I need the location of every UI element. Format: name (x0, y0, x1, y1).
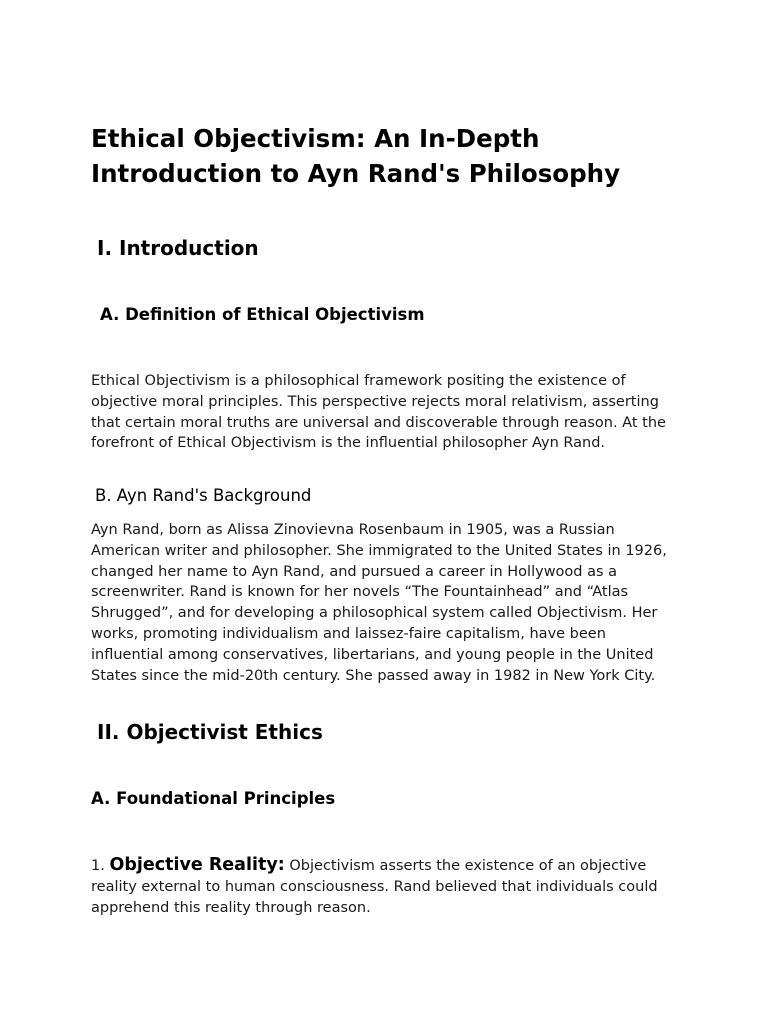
subsection-heading-definition: A. Definition of Ethical Objectivism (100, 305, 425, 324)
subsection-heading-background: B. Ayn Rand's Background (95, 486, 312, 505)
document-title: Ethical Objectivism: An In-Depth Introduction to Ayn Rand's Philosophy (91, 124, 621, 188)
list-item-number: 1. (91, 858, 105, 874)
paragraph-definition: Ethical Objectivism is a philosophical framework positing the existence of objective moral principles. This perspective rejects moral relativism, asserting that certain moral truths are universal and discoverable through reason. At the forefront of Ethical Objectivism is the influential philosopher Ayn Rand. (91, 373, 666, 452)
list-item-text: Objectivism asserts the existence of an objective reality external to human consciousness. Rand believed that individuals could apprehend this reality through reason. (91, 858, 658, 916)
list-item-term: Objective Reality: (109, 855, 285, 875)
section-heading-introduction: I. Introduction (97, 236, 259, 260)
list-item-objective-reality (91, 855, 681, 918)
subsection-heading-foundational-principles: A. Foundational Principles (91, 789, 336, 808)
section-heading-objectivist-ethics: II. Objectivist Ethics (97, 720, 323, 744)
paragraph-background: Ayn Rand, born as Alissa Zinovievna Rosenbaum in 1905, was a Russian American writer and philosopher. She immigrated to the United States in 1926, changed her name to Ayn Rand, and pursued a career in Hollywood as a screenwriter. Rand is known for her novels “The Fountainhead” and “Atlas Shrugged”, and for developing a philosophical system called Objectivism. Her works, promoting individualism and laissez-faire capitalism, have been influential among conservatives, libertarians, and young people in the United States since the mid-20th century. She passed away in 1982 in New York City. (91, 522, 667, 684)
